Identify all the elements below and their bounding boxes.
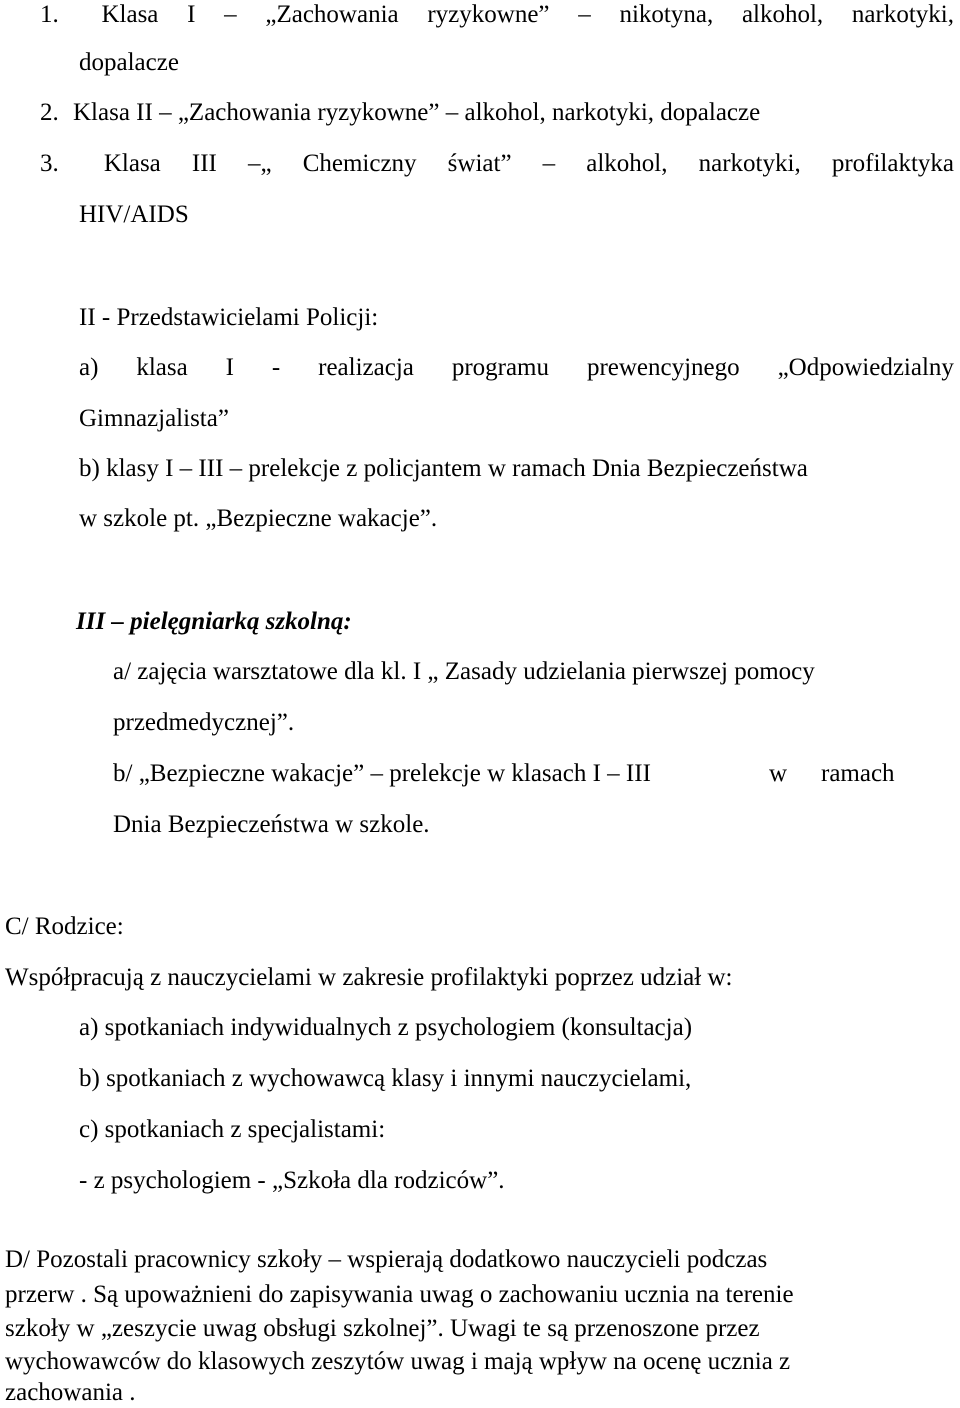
parents-heading: C/ Rodzice: [5,913,124,940]
word: – [578,1,591,28]
word: - [271,354,281,381]
police-item-a-continuation: Gimnazjalista” [79,405,229,432]
nurse-item-a-line2: przedmedycznej”. [113,709,295,736]
word: profilaktyka [831,150,954,177]
list-item-3-continuation: HIV/AIDS [79,201,189,228]
word: a) [79,354,99,381]
list-item-3 [40,149,954,179]
staff-paragraph-line: D/ Pozostali pracownicy szkoły – wspierają dodatkowo nauczycieli podczas [5,1246,768,1273]
nurse-heading: III – pielęgniarką szkolną: [76,608,352,635]
word: realizacja [318,354,414,381]
list-number: 2. [40,99,59,126]
nurse-item-b-text: b/ „Bezpieczne wakacje” – prelekcje w klasach I – III [113,760,651,787]
word: prewencyjnego [586,354,740,381]
parents-item: - z psychologiem - „Szkoła dla rodziców”. [79,1167,505,1194]
police-item-b-line2: w szkole pt. „Bezpieczne wakacje”. [79,505,438,532]
word: w [769,760,788,787]
word: narkotyki, [698,150,801,177]
word: programu [451,354,550,381]
word: alkohol, [741,1,824,28]
staff-paragraph-line: zachowania . [5,1379,136,1406]
parents-item: a) spotkaniach indywidualnych z psychologiem (konsultacja) [79,1014,693,1041]
word: narkotyki, [851,1,954,28]
parents-item: b) spotkaniach z wychowawcą klasy i innymi nauczycielami, [79,1065,692,1092]
police-item-a [79,353,954,383]
word: I [225,354,234,381]
word: Klasa [103,150,161,177]
police-item-b-line1: b) klasy I – III – prelekcje z policjantem w ramach Dnia Bezpieczeństwa [79,455,808,482]
list-item-1 [40,0,954,30]
word: ramach [821,760,895,787]
word: ryzykowne” [427,1,550,28]
word: –„ [247,150,272,177]
list-text: Klasa II – „Zachowania ryzykowne” – alkohol, narkotyki, dopalacze [73,99,761,126]
word: alkohol, [586,150,668,177]
staff-paragraph-line: przerw . Są upoważnieni do zapisywania uwag o zachowaniu ucznia na terenie [5,1281,794,1308]
word: I [187,1,196,28]
list-number: 1. [40,1,59,28]
word: „Zachowania [265,1,399,28]
word: nikotyna, [619,1,714,28]
word: klasa [136,354,188,381]
list-number: 3. [40,150,59,177]
nurse-item-b-line2: Dnia Bezpieczeństwa w szkole. [113,811,430,838]
word: III [191,150,217,177]
word: Chemiczny [302,150,417,177]
parents-intro: Współpracują z nauczycielami w zakresie profilaktyki poprzez udział w: [5,964,733,991]
staff-paragraph-line: szkoły w „zeszycie uwag obsługi szkolnej”. Uwagi te są przenoszone przez [5,1315,760,1342]
staff-paragraph-line: wychowawców do klasowych zeszytów uwag i mają wpływ na ocenę ucznia z [5,1348,791,1375]
word: świat” [447,150,512,177]
nurse-item-a-line1: a/ zajęcia warsztatowe dla kl. I „ Zasady udzielania pierwszej pomocy [113,658,815,685]
list-item-2 [40,98,760,128]
parents-item: c) spotkaniach z specjalistami: [79,1116,386,1143]
word: – [542,150,556,177]
word: „Odpowiedzialny [777,354,954,381]
nurse-item-b-line1 [113,759,909,789]
police-heading: II - Przedstawicielami Policji: [79,304,379,331]
list-item-1-continuation: dopalacze [79,49,179,76]
word: – [224,1,237,28]
word: Klasa [101,1,159,28]
